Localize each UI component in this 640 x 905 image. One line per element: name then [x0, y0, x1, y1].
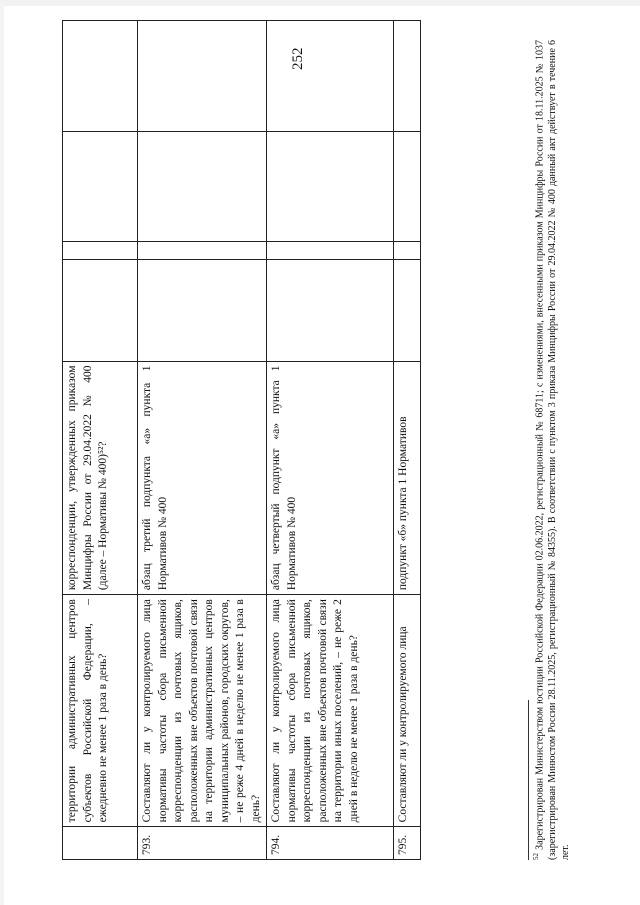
table-row — [394, 21, 421, 860]
checklist-table-sheet — [62, 20, 410, 860]
empty-cell — [138, 260, 267, 361]
row-number: 794. — [267, 827, 394, 860]
question-cell: Составляют ли у контролируемого лица — [394, 595, 421, 827]
footnote-separator — [528, 700, 529, 860]
reference-cell: абзац четвертый подпункт «а» пункта 1 Нормативов № 400 — [267, 361, 394, 595]
empty-cell — [138, 242, 267, 260]
empty-cell — [138, 21, 267, 132]
checklist-table — [62, 20, 421, 860]
empty-cell — [267, 21, 394, 132]
footnote-text: Зарегистрирован Министерством юстиции Российской Федерации 02.06.2022, регистрационный № 68711; с изменениями, внесенными приказом Минцифры России от 18.11.2025 № 1037 (зарегистрирован Минюстом России 28.11.2025, регистрационный № 84355). В соответствии с пунктом 3 приказа Минцифры России от 29.04.2022 № 400 данный акт действует в течение 6 лет. — [534, 40, 572, 860]
empty-cell — [267, 260, 394, 361]
empty-cell — [267, 242, 394, 260]
reference-cell: абзац третий подпункта «а» пункта 1 Нормативов № 400 — [138, 361, 267, 595]
empty-cell — [267, 131, 394, 241]
empty-cell — [394, 260, 421, 361]
page-number: 252 — [290, 47, 306, 70]
empty-cell — [394, 131, 421, 241]
empty-cell — [63, 21, 138, 132]
empty-cell — [63, 131, 138, 241]
table-row — [138, 21, 267, 860]
reference-cell: корреспонденции, утвержденных приказом Минцифры России от 29.04.2022 № 400 (далее – Нормативы № 400)⁵²? — [63, 361, 138, 595]
empty-cell — [63, 260, 138, 361]
question-cell: Составляют ли у контролируемого лица нормативы частоты сбора письменной корреспонденции из почтовых ящиков, расположенных вне объектов почтовой связи на территории административных центров муниципальных районов, городских округов, – не реже 4 дней в неделю не менее 1 раза в день? — [138, 595, 267, 827]
question-cell: территории административных центров субъектов Российской Федерации, – ежедневно не менее 1 раза в день? — [63, 595, 138, 827]
footnote — [528, 40, 572, 860]
empty-cell — [394, 242, 421, 260]
footnote-marker: 52 — [532, 853, 540, 860]
row-number: 795. — [394, 827, 421, 860]
table-row — [63, 21, 138, 860]
question-cell: Составляют ли у контролируемого лица нормативы частоты сбора письменной корреспонденции из почтовых ящиков, расположенных вне объектов почтовой связи на территории иных поселений, – не реже 2 дней в неделю не менее 1 раза в день? — [267, 595, 394, 827]
empty-cell — [63, 242, 138, 260]
empty-cell — [394, 21, 421, 132]
table-row — [267, 21, 394, 860]
row-number: 793. — [138, 827, 267, 860]
empty-cell — [138, 131, 267, 241]
reference-cell: подпункт «б» пункта 1 Нормативов — [394, 361, 421, 595]
row-number — [63, 827, 138, 860]
